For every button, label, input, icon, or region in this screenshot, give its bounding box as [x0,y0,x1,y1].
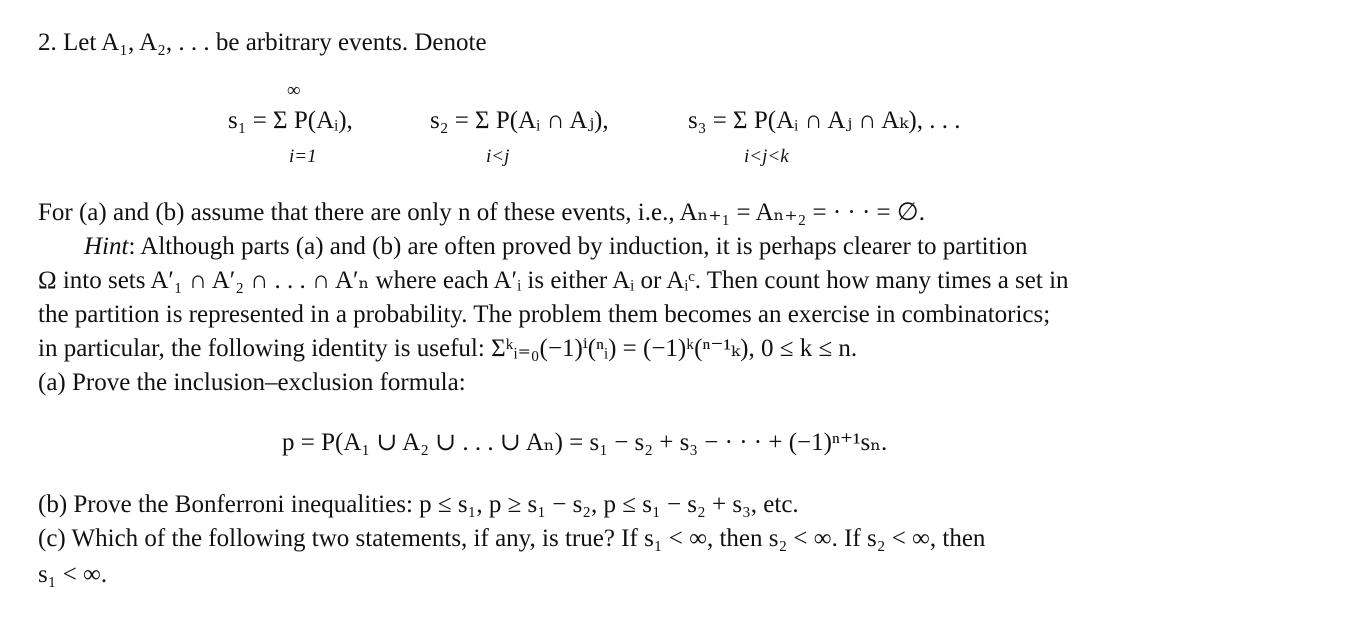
part-c-prompt-line-1: (c) Which of the following two statements, if any, is true? If s₁ < ∞, then s₂ < ∞. If s₂ < ∞, then [38,525,986,552]
s1-lower-limit: i=1 [289,146,317,167]
s1-upper-limit: ∞ [287,80,301,101]
hint-text-1: : Although parts (a) and (b) are often proved by induction, it is perhaps clearer to partition [128,233,1028,260]
hint-line-1 [84,232,1028,262]
inclusion-exclusion-formula: p = P(A₁ ∪ A₂ ∪ . . . ∪ Aₙ) = s₁ − s₂ + s₃ − · · · + (−1)ⁿ⁺¹sₙ. [282,429,888,456]
part-b-prompt: (b) Prove the Bonferroni inequalities: p ≤ s₁, p ≥ s₁ − s₂, p ≤ s₁ − s₂ + s₃, etc. [38,491,799,518]
hint-line-2: Ω into sets A′₁ ∩ A′₂ ∩ . . . ∩ A′ₙ where each A′ᵢ is either Aᵢ or Aᵢᶜ. Then count how many times a set in [38,267,1069,294]
s1-definition: s₁ = Σ P(Aᵢ), [228,107,353,134]
part-c-prompt-line-2: s₁ < ∞. [38,561,108,588]
assumption-text: For (a) and (b) assume that there are only n of these events, i.e., Aₙ₊₁ = Aₙ₊₂ = · · · = ∅. [38,199,925,226]
s3-lower-limit: i<j<k [744,146,789,167]
intro-text: Let A₁, A₂, . . . be arbitrary events. Denote [63,29,487,56]
problem-number: 2. [38,29,57,56]
s2-definition: s₂ = Σ P(Aᵢ ∩ Aⱼ), [430,107,609,134]
s3-definition: s₃ = Σ P(Aᵢ ∩ Aⱼ ∩ Aₖ), . . . [688,107,961,134]
part-a-prompt: (a) Prove the inclusion–exclusion formula: [38,369,466,396]
s2-lower-limit: i<j [486,146,510,167]
hint-line-3: the partition is represented in a probability. The problem them becomes an exercise in combinatorics; [38,301,1051,328]
problem-intro [38,28,487,58]
hint-label: Hint [84,233,129,260]
hint-line-4: in particular, the following identity is useful: Σᵏᵢ₌₀(−1)ⁱ(ⁿᵢ) = (−1)ᵏ(ⁿ⁻¹ₖ), 0 ≤ k ≤ n. [38,335,858,362]
